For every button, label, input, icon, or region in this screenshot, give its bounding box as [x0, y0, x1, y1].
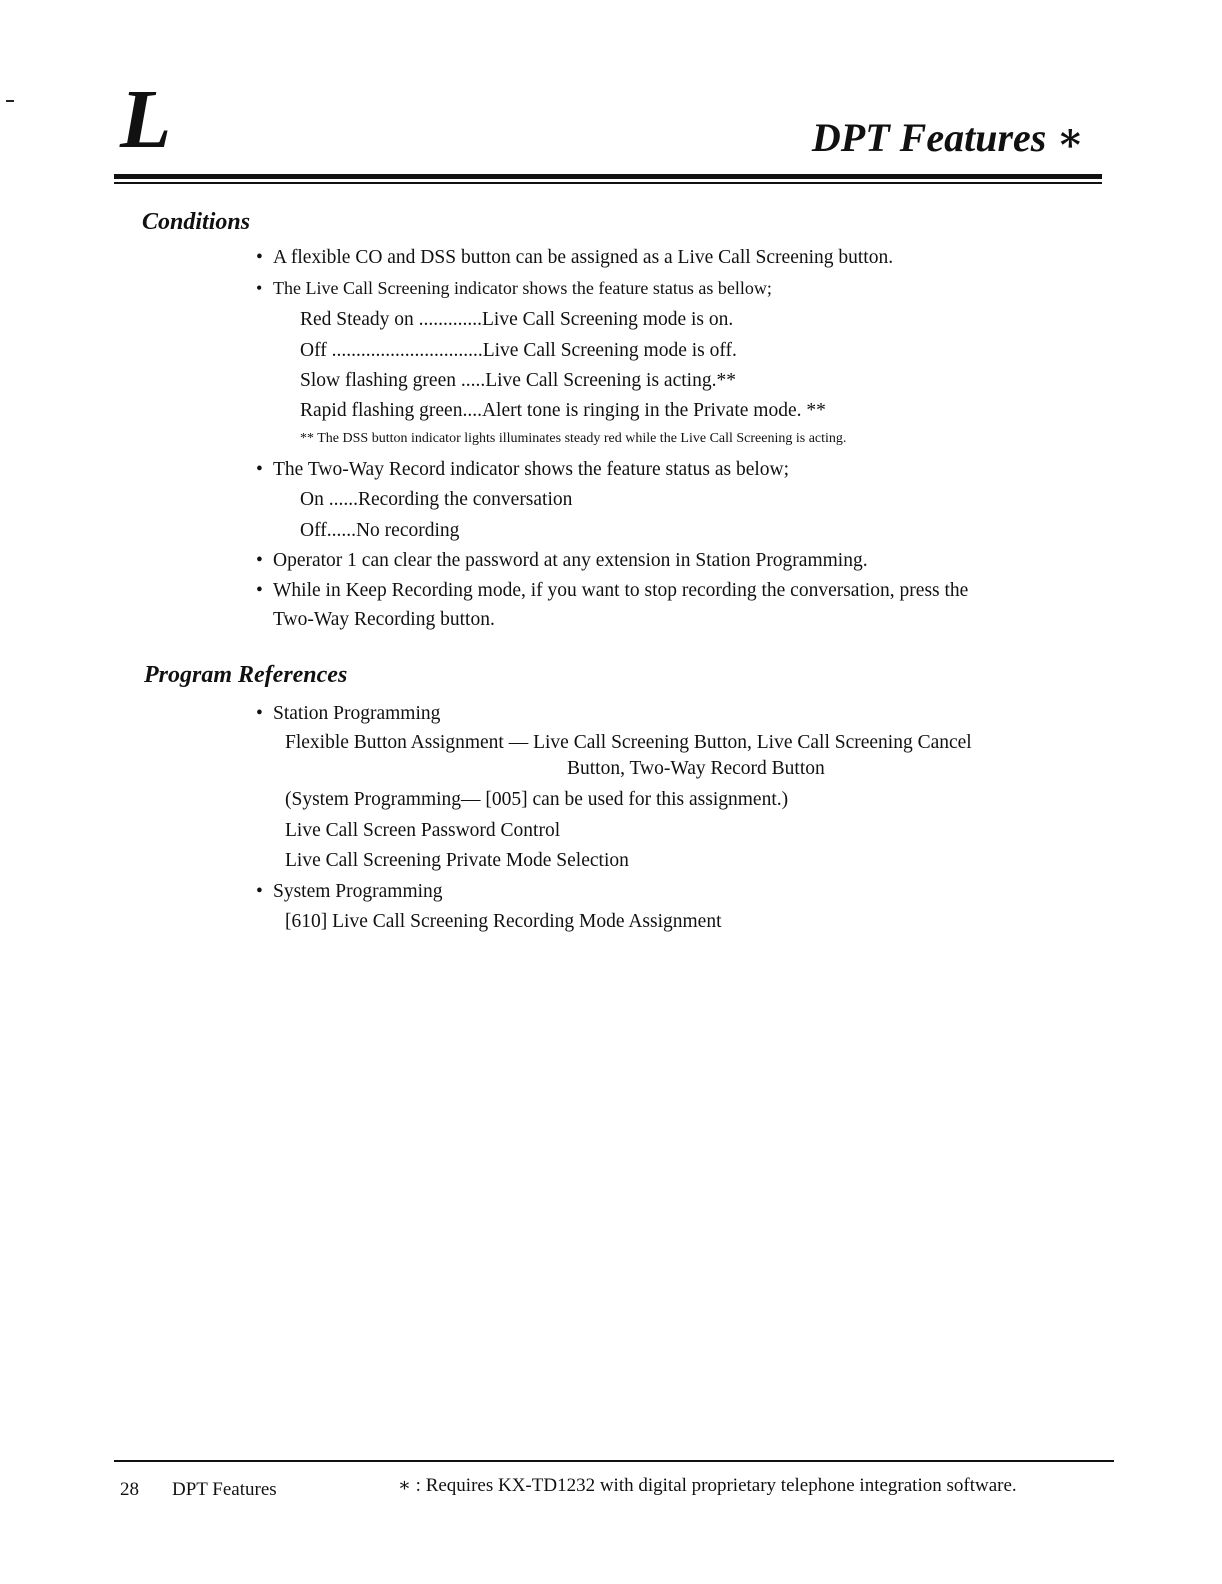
status-row-red-steady: Red Steady on .............Live Call Screening mode is on. [300, 309, 734, 330]
flexible-button-assignment-continued: Button, Two-Way Record Button [567, 758, 825, 779]
status-footnote: ** The DSS button indicator lights illuminates steady red while the Live Call Screening is acting. [300, 431, 847, 446]
footer-section: DPT Features [172, 1479, 277, 1500]
references-bullet-station-programming: • Station Programming [273, 702, 440, 725]
record-row-off: Off......No recording [300, 520, 460, 541]
scan-speck [6, 100, 14, 102]
status-row-off: Off ...............................Live Call Screening mode is off. [300, 340, 737, 361]
system-programming-note: (System Programming— [005] can be used for this assignment.) [285, 789, 789, 810]
private-mode-ref: Live Call Screening Private Mode Selection [285, 850, 629, 871]
record-row-on: On ......Recording the conversation [300, 489, 573, 510]
conditions-bullet-1: • A flexible CO and DSS button can be assigned as a Live Call Screening button. [273, 246, 893, 269]
conditions-heading: Conditions [142, 209, 251, 235]
footer-rule [114, 1460, 1114, 1462]
conditions-bullet-2: • The Live Call Screening indicator shows the feature status as bellow; [273, 278, 772, 300]
conditions-bullet-5-continued: Two-Way Recording button. [273, 609, 495, 630]
header-rule-thin [114, 182, 1102, 184]
conditions-bullet-4: • Operator 1 can clear the password at any extension in Station Programming. [273, 549, 868, 572]
chapter-letter: L [120, 73, 172, 166]
password-control-ref: Live Call Screen Password Control [285, 820, 561, 841]
footer-note: ∗ : Requires KX-TD1232 with digital proprietary telephone integration software. [398, 1475, 1017, 1496]
program-references-heading: Program References [144, 662, 348, 688]
flexible-button-assignment: Flexible Button Assignment — Live Call Screening Button, Live Call Screening Cancel [285, 732, 972, 753]
conditions-bullet-5: • While in Keep Recording mode, if you want to stop recording the conversation, press the [273, 579, 968, 602]
recording-mode-ref: [610] Live Call Screening Recording Mode Assignment [285, 911, 722, 932]
page-header-title: DPT Features ∗ [811, 115, 1084, 160]
references-bullet-system-programming: • System Programming [273, 880, 443, 903]
status-row-rapid-flashing: Rapid flashing green....Alert tone is ringing in the Private mode. ** [300, 400, 826, 421]
conditions-bullet-3: • The Two-Way Record indicator shows the feature status as below; [273, 458, 789, 481]
header-rule [114, 174, 1102, 179]
status-row-slow-flashing: Slow flashing green .....Live Call Screening is acting.** [300, 370, 736, 391]
page-number: 28 [120, 1479, 139, 1500]
